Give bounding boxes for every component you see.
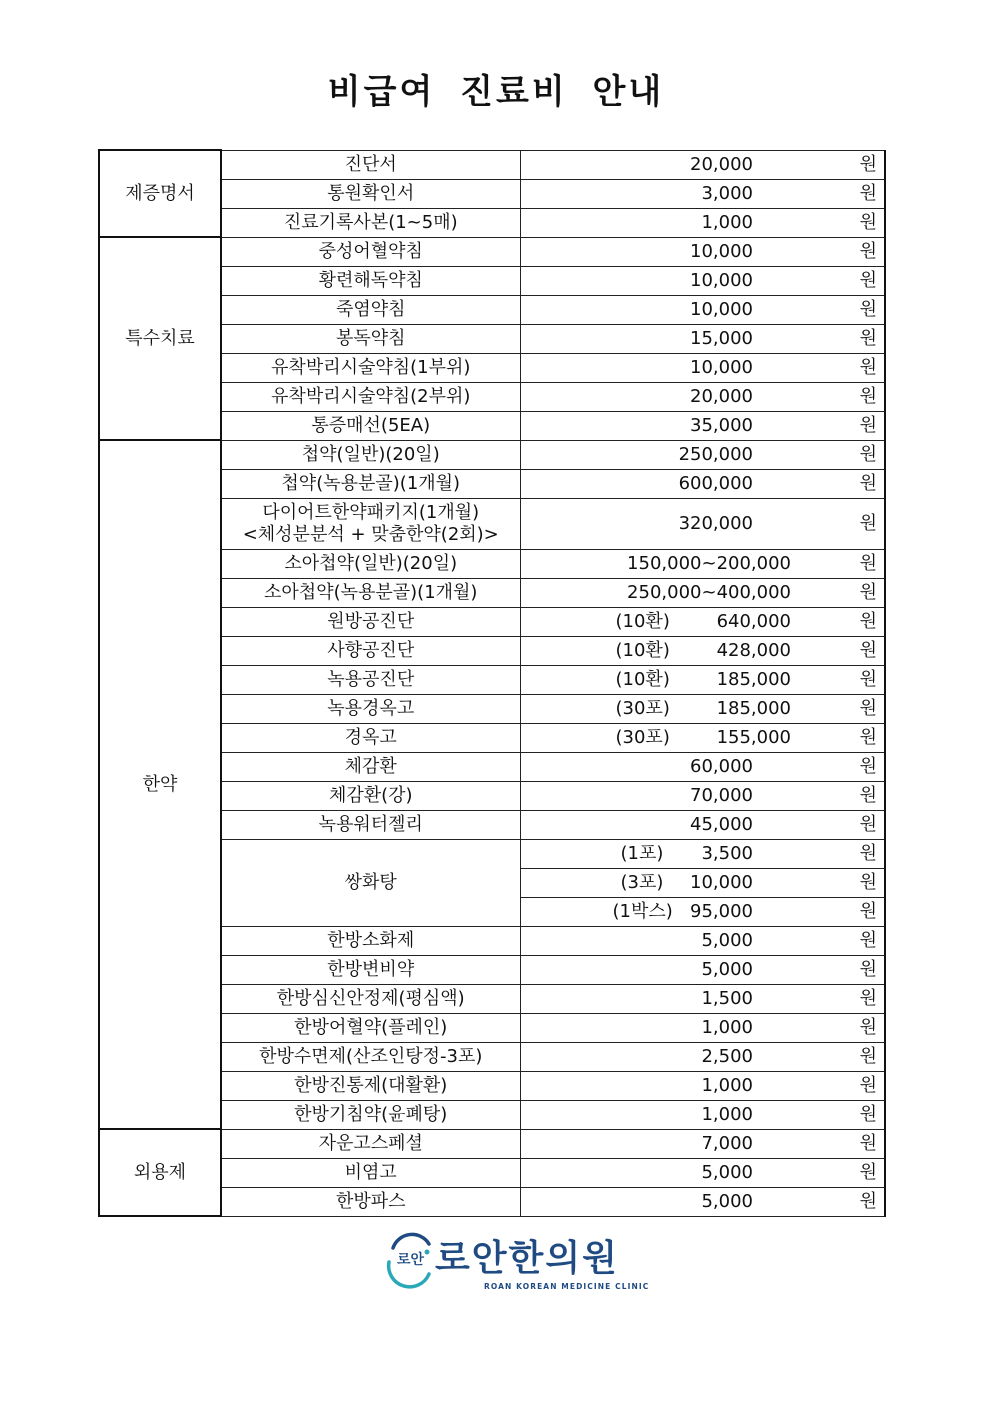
price-amount: 185,000 bbox=[716, 697, 791, 719]
price-amount: 5,000 bbox=[701, 929, 753, 951]
price-cell bbox=[520, 237, 885, 266]
currency-unit: 원 bbox=[859, 1045, 877, 1067]
currency-unit: 원 bbox=[859, 958, 877, 980]
page-title: 비급여 진료비 안내 bbox=[327, 72, 665, 112]
price-cell bbox=[520, 607, 885, 636]
price-cell bbox=[520, 440, 885, 469]
item-name: 통원확인서 bbox=[221, 179, 520, 208]
item-name-line2: <체성분분석 + 맞춤한약(2회)> bbox=[242, 523, 499, 545]
price-cell bbox=[520, 150, 885, 179]
item-name: 쌍화탕 bbox=[221, 839, 520, 926]
quantity-label: (30포) bbox=[615, 726, 670, 748]
currency-unit: 원 bbox=[859, 726, 877, 748]
quantity-label: (3포) bbox=[620, 871, 664, 893]
price-cell bbox=[520, 411, 885, 440]
currency-unit: 원 bbox=[859, 697, 877, 719]
currency-unit: 원 bbox=[859, 211, 877, 233]
price-amount: 10,000 bbox=[690, 240, 753, 262]
currency-unit: 원 bbox=[859, 472, 877, 494]
item-name: 한방수면제(산조인탕정-3포) bbox=[221, 1042, 520, 1071]
price-amount: 10,000 bbox=[690, 356, 753, 378]
item-name: 녹용공진단 bbox=[221, 665, 520, 694]
item-name: 체감환 bbox=[221, 752, 520, 781]
price-amount: 7,000 bbox=[701, 1132, 753, 1154]
price-amount: 5,000 bbox=[701, 958, 753, 980]
quantity-label: (10환) bbox=[615, 610, 670, 632]
price-amount: 15,000 bbox=[690, 327, 753, 349]
item-name: 죽염약침 bbox=[221, 295, 520, 324]
price-cell bbox=[520, 353, 885, 382]
currency-unit: 원 bbox=[859, 414, 877, 436]
price-amount: 1,000 bbox=[701, 211, 753, 233]
price-amount: 155,000 bbox=[716, 726, 791, 748]
category-cell: 외용제 bbox=[99, 1129, 221, 1216]
logo-mark-text-top: 로안 bbox=[397, 1252, 425, 1268]
item-name: 첩약(일반)(20일) bbox=[221, 440, 520, 469]
currency-unit: 원 bbox=[859, 668, 877, 690]
item-name: 소아첩약(일반)(20일) bbox=[221, 549, 520, 578]
currency-unit: 원 bbox=[859, 1016, 877, 1038]
item-name: 통증매선(5EA) bbox=[221, 411, 520, 440]
price-amount: 45,000 bbox=[690, 813, 753, 835]
currency-unit: 원 bbox=[859, 327, 877, 349]
item-name: 황련해독약침 bbox=[221, 266, 520, 295]
currency-unit: 원 bbox=[859, 755, 877, 777]
item-name: 봉독약침 bbox=[221, 324, 520, 353]
item-name: 한방파스 bbox=[221, 1187, 520, 1216]
price-cell bbox=[520, 665, 885, 694]
price-cell bbox=[520, 984, 885, 1013]
price-cell bbox=[520, 723, 885, 752]
item-name: 한방기침약(윤폐탕) bbox=[221, 1100, 520, 1129]
currency-unit: 원 bbox=[859, 900, 877, 922]
table-row bbox=[99, 440, 885, 469]
price-amount: 320,000 bbox=[678, 512, 753, 534]
currency-unit: 원 bbox=[859, 240, 877, 262]
price-amount: 150,000~200,000 bbox=[627, 552, 791, 574]
item-name: 한방어혈약(플레인) bbox=[221, 1013, 520, 1042]
price-amount: 250,000 bbox=[678, 443, 753, 465]
currency-unit: 원 bbox=[859, 298, 877, 320]
currency-unit: 원 bbox=[859, 784, 877, 806]
price-cell bbox=[520, 1071, 885, 1100]
item-name: 비염고 bbox=[221, 1158, 520, 1187]
price-cell bbox=[520, 295, 885, 324]
price-cell bbox=[520, 1187, 885, 1216]
price-amount: 20,000 bbox=[690, 385, 753, 407]
item-name: 중성어혈약침 bbox=[221, 237, 520, 266]
item-name: 한방소화제 bbox=[221, 926, 520, 955]
item-name: 유착박리시술약침(2부위) bbox=[221, 382, 520, 411]
item-name: 한방심신안정제(평심액) bbox=[221, 984, 520, 1013]
item-name: 원방공진단 bbox=[221, 607, 520, 636]
currency-unit: 원 bbox=[859, 1103, 877, 1125]
price-cell bbox=[520, 1129, 885, 1158]
price-amount: 5,000 bbox=[701, 1190, 753, 1212]
clinic-logo bbox=[385, 1228, 650, 1298]
price-amount: 20,000 bbox=[690, 153, 753, 175]
price-cell bbox=[520, 1013, 885, 1042]
currency-unit: 원 bbox=[859, 385, 877, 407]
item-name: 유착박리시술약침(1부위) bbox=[221, 353, 520, 382]
currency-unit: 원 bbox=[859, 1161, 877, 1183]
currency-unit: 원 bbox=[859, 929, 877, 951]
price-amount: 60,000 bbox=[690, 755, 753, 777]
quantity-label: (1포) bbox=[620, 842, 664, 864]
price-cell bbox=[520, 469, 885, 498]
price-cell bbox=[520, 839, 885, 868]
currency-unit: 원 bbox=[859, 581, 877, 603]
price-amount: 428,000 bbox=[716, 639, 791, 661]
price-cell bbox=[520, 636, 885, 665]
currency-unit: 원 bbox=[859, 639, 877, 661]
price-cell bbox=[520, 897, 885, 926]
item-name: 녹용워터젤리 bbox=[221, 810, 520, 839]
clinic-name: 로안한의원 bbox=[435, 1238, 619, 1279]
currency-unit: 원 bbox=[859, 356, 877, 378]
price-amount: 1,000 bbox=[701, 1074, 753, 1096]
currency-unit: 원 bbox=[859, 269, 877, 291]
table-row bbox=[99, 1129, 885, 1158]
item-name: 체감환(강) bbox=[221, 781, 520, 810]
price-cell bbox=[520, 955, 885, 984]
price-cell bbox=[520, 694, 885, 723]
currency-unit: 원 bbox=[859, 1074, 877, 1096]
price-cell bbox=[520, 1158, 885, 1187]
price-cell bbox=[520, 1100, 885, 1129]
item-name bbox=[221, 498, 520, 549]
price-amount: 640,000 bbox=[716, 610, 791, 632]
category-cell: 한약 bbox=[99, 440, 221, 1129]
price-amount: 1,500 bbox=[701, 987, 753, 1009]
price-cell bbox=[520, 752, 885, 781]
item-name: 한방진통제(대활환) bbox=[221, 1071, 520, 1100]
category-cell: 특수치료 bbox=[99, 237, 221, 440]
currency-unit: 원 bbox=[859, 1190, 877, 1212]
price-amount: 1,000 bbox=[701, 1016, 753, 1038]
price-amount: 3,000 bbox=[701, 182, 753, 204]
quantity-label: (10환) bbox=[615, 639, 670, 661]
price-amount: 3,500 bbox=[701, 842, 753, 864]
price-amount: 35,000 bbox=[690, 414, 753, 436]
item-name: 진단서 bbox=[221, 150, 520, 179]
item-name: 진료기록사본(1~5매) bbox=[221, 208, 520, 237]
table-row bbox=[99, 150, 885, 179]
quantity-label: (30포) bbox=[615, 697, 670, 719]
price-cell bbox=[520, 179, 885, 208]
currency-unit: 원 bbox=[859, 182, 877, 204]
price-amount: 250,000~400,000 bbox=[627, 581, 791, 603]
price-cell bbox=[520, 324, 885, 353]
price-amount: 5,000 bbox=[701, 1161, 753, 1183]
currency-unit: 원 bbox=[859, 443, 877, 465]
currency-unit: 원 bbox=[859, 610, 877, 632]
price-cell bbox=[520, 578, 885, 607]
clinic-logo-mark-icon bbox=[385, 1228, 435, 1290]
price-amount: 10,000 bbox=[690, 871, 753, 893]
price-cell bbox=[520, 266, 885, 295]
fee-table bbox=[98, 149, 886, 1217]
clinic-subtitle: ROAN KOREAN MEDICINE CLINIC bbox=[484, 1282, 650, 1291]
item-name-line1: 다이어트한약패키지(1개월) bbox=[262, 501, 480, 523]
currency-unit: 원 bbox=[859, 153, 877, 175]
price-amount: 2,500 bbox=[701, 1045, 753, 1067]
item-name: 자운고스페셜 bbox=[221, 1129, 520, 1158]
price-cell bbox=[520, 498, 885, 549]
price-cell bbox=[520, 868, 885, 897]
price-amount: 1,000 bbox=[701, 1103, 753, 1125]
item-name: 소아첩약(녹용분골)(1개월) bbox=[221, 578, 520, 607]
currency-unit: 원 bbox=[859, 552, 877, 574]
currency-unit: 원 bbox=[859, 813, 877, 835]
item-name: 한방변비약 bbox=[221, 955, 520, 984]
price-amount: 10,000 bbox=[690, 269, 753, 291]
item-name: 경옥고 bbox=[221, 723, 520, 752]
price-amount: 600,000 bbox=[678, 472, 753, 494]
price-cell bbox=[520, 781, 885, 810]
price-amount: 10,000 bbox=[690, 298, 753, 320]
currency-unit: 원 bbox=[859, 512, 877, 534]
quantity-label: (10환) bbox=[615, 668, 670, 690]
price-cell bbox=[520, 1042, 885, 1071]
currency-unit: 원 bbox=[859, 842, 877, 864]
price-amount: 70,000 bbox=[690, 784, 753, 806]
price-amount: 95,000 bbox=[690, 900, 753, 922]
item-name: 첩약(녹용분골)(1개월) bbox=[221, 469, 520, 498]
currency-unit: 원 bbox=[859, 871, 877, 893]
item-name: 사향공진단 bbox=[221, 636, 520, 665]
price-cell bbox=[520, 549, 885, 578]
price-cell bbox=[520, 810, 885, 839]
price-amount: 185,000 bbox=[716, 668, 791, 690]
price-cell bbox=[520, 926, 885, 955]
currency-unit: 원 bbox=[859, 1132, 877, 1154]
table-row bbox=[99, 237, 885, 266]
price-cell bbox=[520, 382, 885, 411]
currency-unit: 원 bbox=[859, 987, 877, 1009]
price-cell bbox=[520, 208, 885, 237]
quantity-label: (1박스) bbox=[612, 900, 673, 922]
category-cell: 제증명서 bbox=[99, 150, 221, 237]
item-name: 녹용경옥고 bbox=[221, 694, 520, 723]
